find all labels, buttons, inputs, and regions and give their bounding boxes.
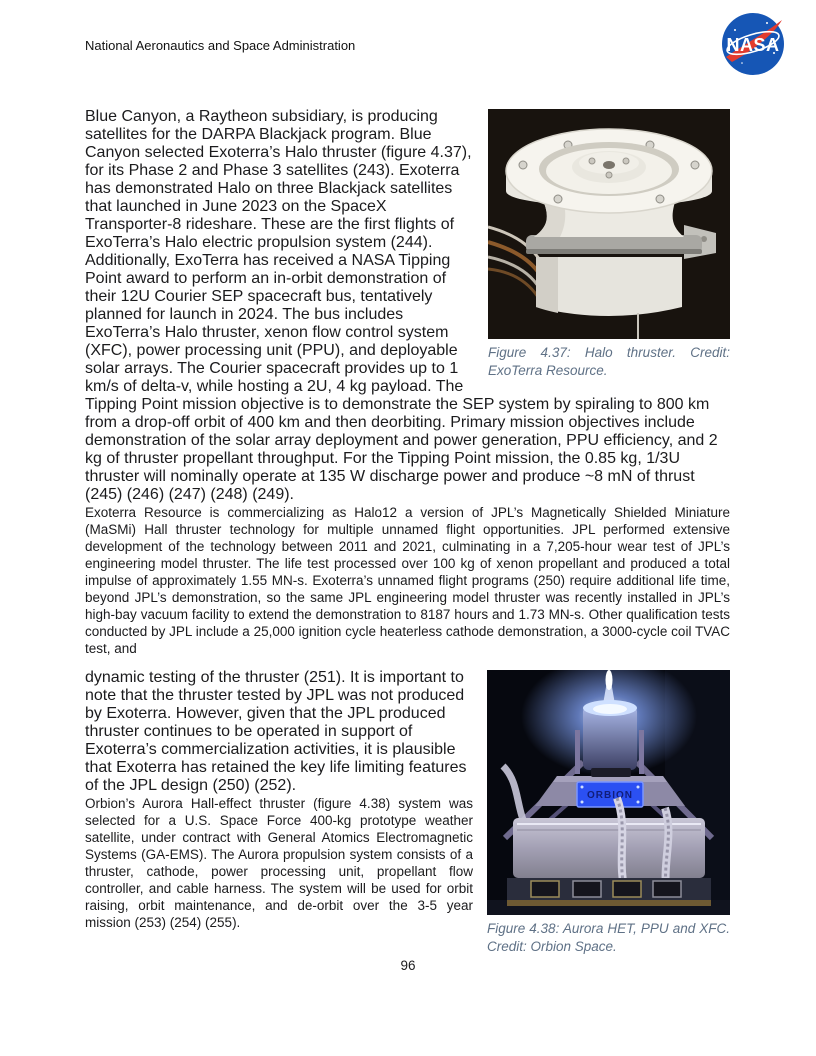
figure-4-38-caption: Figure 4.38: Aurora HET, PPU and XFC. Credit: Orbion Space. [487, 921, 730, 954]
header-agency-text: National Aeronautics and Space Administration [85, 38, 356, 53]
paragraph-2-text-a: Exoterra Resource is commercializing as Halo12 a version of JPL’s Magnetically Shielded Miniature (MaSMi) Hall thruster technology for multiple unnamed flight opportunities. JPL performed extensive development of the technology between 2011 and 2021, culminating in a 7,205-hour wear test of JPL’s engineering model thruster. The life test processed over 100 kg of xenon propellant and produced a total impulse of approximately 1.55 MN-s. Exoterra’s unnamed flight programs (250) require additional life time, beyond JPL’s demonstration, so the same JPL engineering model thruster was recently installed in JPL’s high-bay vacuum facility to extend the demonstration to 8187 hours and 1.73 MN-s. Other qualification tests conducted by JPL include a 25,000 ignition cycle heaterless cathode demonstration, a 3000-cycle coil TVAC test, and [85, 505, 730, 656]
paragraph-exoterra-full-width [85, 504, 730, 657]
paragraph-1-text: Blue Canyon, a Raytheon subsidiary, is producing satellites for the DARPA Blackjack program. Blue Canyon selected Exoterra’s Halo thruster (figure 4.37), for its Phase 2 and Phase 3 satellites (243). Exoterra has demonstrated Halo on three Blackjack satellites that launched in June 2023 on the SpaceX Transporter-8 rideshare. These are the first flights of ExoTerra’s Halo electric propulsion system (244). Additionally, ExoTerra has received a NASA Tipping Point award to perform an in-orbit demonstration of their 12U Courier SEP spacecraft bus, tentatively planned for launch in 2024. The bus includes ExoTerra’s Halo thruster, xenon flow control system (XFC), power processing unit (PPU), and deployable solar arrays. The Courier spacecraft provides up to 1 km/s of delta-v, while hosting a 2U, 4 kg payload. The Tipping Point mission objective is to demonstrate the SEP system by spiraling to 800 km from a drop-off orbit of 400 km and then deorbiting. Primary mission objectives include demonstration of the solar array deployment and power generation, PPU efficiency, and 2 kg of thruster propellant throughput. For the Tipping Point mission, the 0.85 kg, 1/3U thruster will nominally operate at 135 W discharge power and produce ~8 mN of thrust (245) (246) (247) (248) (249). [85, 108, 718, 503]
figure-4-38 [487, 670, 730, 956]
nasa-logo-wordmark: NASA [726, 35, 780, 55]
aurora-thruster-photo [487, 670, 730, 915]
figure-4-37 [488, 109, 730, 380]
halo-thruster-photo [488, 109, 730, 339]
orbion-device-label: ORBION [587, 790, 633, 801]
main-content [85, 96, 730, 960]
paragraph-3-text: Orbion’s Aurora Hall-effect thruster (figure 4.38) system was selected for a U.S. Space Force 400-kg prototype weather satellite, under contract with General Atomics Electromagnetic Systems (GA-EMS). The Aurora propulsion system consists of a thruster, cathode, power processing unit, propellant flow controller, and cable harness. The system will be used for orbit raising, orbit maintenance, and de-orbit over the 3-5 year mission (253) (254) (255). [85, 796, 473, 930]
paragraph-2-text-b: dynamic testing of the thruster (251). It is important to note that the thruster tested by JPL was not produced by Exoterra. However, given that the JPL produced thruster continues to be operated in support of Exoterra’s commercialization activities, it is plausible that Exoterra has retained the key life limiting features of the JPL design (250) (252). [85, 669, 467, 794]
page-number: 96 [400, 958, 416, 973]
nasa-logo-icon [721, 12, 785, 76]
figure-4-37-caption: Figure 4.37: Halo thruster. Credit: ExoTerra Resource. [488, 345, 730, 378]
